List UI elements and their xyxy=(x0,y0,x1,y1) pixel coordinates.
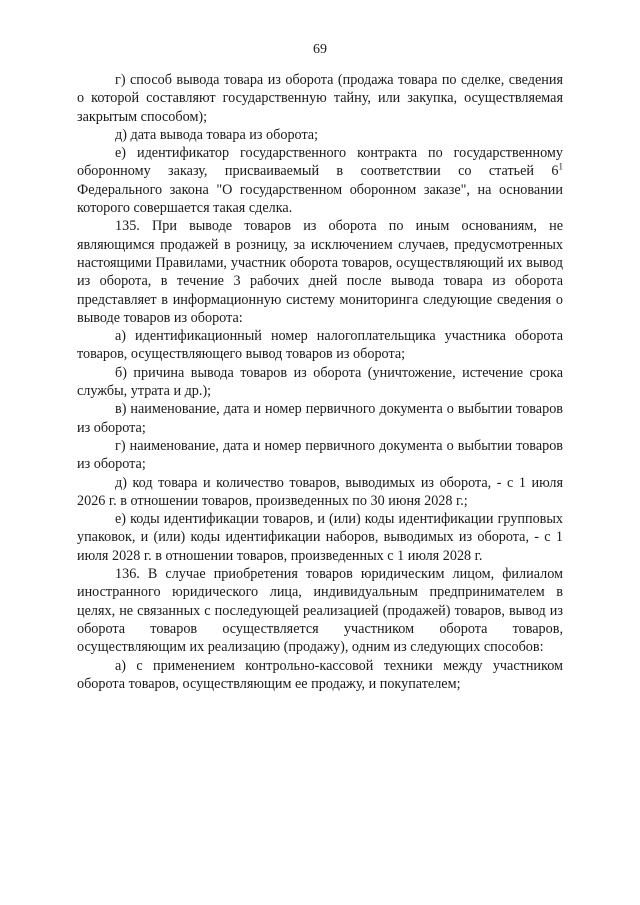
paragraph-135-d: д) код товара и количество товаров, выводимых из оборота, - с 1 июля 2026 г. в отношении товаров, произведенных по 30 июня 2028 г.; xyxy=(77,474,563,509)
paragraph-135-b: б) причина вывода товаров из оборота (уничтожение, истечение срока службы, утрата и др.); xyxy=(77,364,563,400)
paragraph-136: 136. В случае приобретения товаров юридическим лицом, филиалом иностранного юридического лица, индивидуальным предпринимателем в целях, не связанных с последующей реализацией (продажей) товаров, вывод из оборота товаров осуществляется участником оборота товаров, осуществляющим их реализацию (продажу), одним из следующих способов: xyxy=(77,566,563,656)
paragraph-d-date: д) дата вывода товара из оборота; xyxy=(115,126,319,143)
paragraph-136-a: а) с применением контрольно-кассовой техники между участником оборота товаров, осуществляющим ее продажу, и покупателем; xyxy=(77,657,563,692)
paragraph-135: 135. При выводе товаров из оборота по иным основаниям, не являющимся продажей в розницу, за исключением случаев, предусмотренных настоящими Правилами, участник оборота товаров, осуществляющий их вывод из оборота, в течение 3 рабочих дней после вывода товара из оборота представляет в информационную систему мониторинга следующие сведения о выводе товаров из оборота: xyxy=(77,218,563,326)
footnote-mark: 1 xyxy=(558,161,563,172)
paragraph-135-e: е) коды идентификации товаров, и (или) коды идентификации групповых упаковок, и (или) коды идентификации наборов, выводимых из оборота, - с 1 июля 2028 г. в отношении товаров, произведенных с 1 июля 2028 г. xyxy=(77,511,563,564)
paragraph-e-text: е) идентификатор государственного контракта по государственному оборонному заказу, присваиваемый в соответствии со статьей 6 xyxy=(77,145,563,180)
document-body xyxy=(77,71,563,693)
paragraph-135-g: г) наименование, дата и номер первичного документа о выбытии товаров из оборота; xyxy=(77,437,563,473)
paragraph-e-contract-id xyxy=(77,144,563,181)
paragraph-g-method: г) способ вывода товара из оборота (продажа товара по сделке, сведения о которой составляют государственную тайну, или закупка, осуществляемая закрытым способом); xyxy=(77,72,563,125)
paragraph-e-continuation: Федерального закона "О государственном оборонном заказе", на основании которого совершается такая сделка. xyxy=(77,181,563,217)
paragraph-135-a: а) идентификационный номер налогоплательщика участника оборота товаров, осуществляющего вывод товаров из оборота; xyxy=(77,328,563,363)
page-number: 69 xyxy=(313,42,327,57)
paragraph-135-v: в) наименование, дата и номер первичного документа о выбытии товаров из оборота; xyxy=(77,401,563,436)
